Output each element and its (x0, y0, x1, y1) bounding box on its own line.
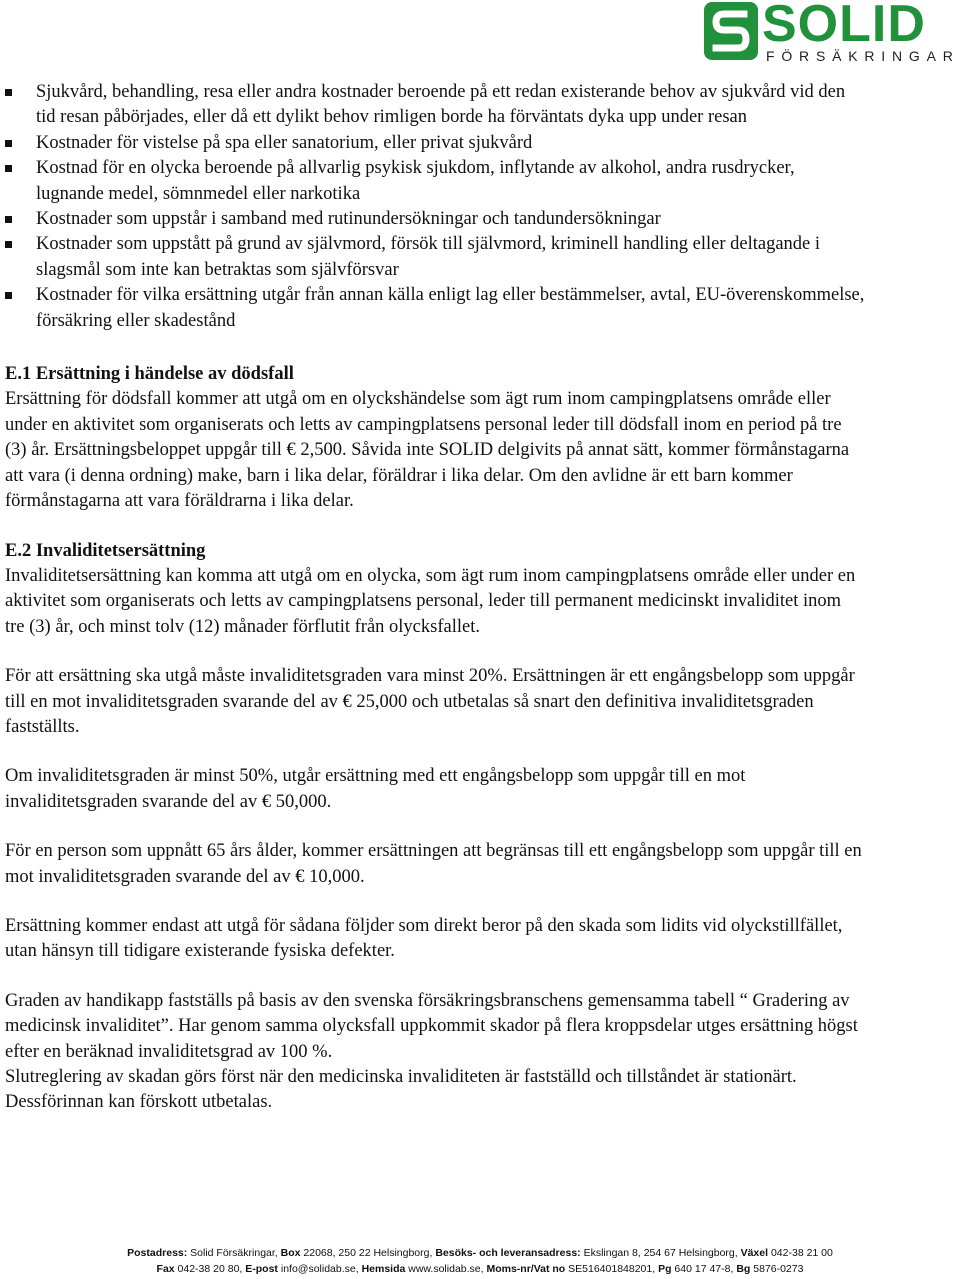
footer-value: SE516401848201, (565, 1263, 659, 1275)
footer-label: Box (280, 1247, 301, 1259)
footer-value: Solid Försäkringar, (187, 1247, 281, 1259)
section-e2-paragraph: Ersättning kommer endast att utgå för sådana följder som direkt beror på den skada som lidits vid olyckstillfället, utan hänsyn till tidigare existerande fysiska defekter. (5, 915, 843, 962)
footer-value: Ekslingan 8, 254 67 Helsingborg, (580, 1247, 741, 1259)
solid-logo-icon (704, 2, 758, 60)
section-e1-paragraph: Ersättning för dödsfall kommer att utgå om en olyckshändelse som ägt rum inom campingplatsens område eller under en aktivitet som organiserats och letts av campingplatsens personal leder till dödsfall inom en period på tre (3) år. Ersättningsbeloppet uppgår till € 2,500. Såvida inte SOLID delgivits på annat sätt, kommer förmånstagarna att vara (i denna ordning) make, barn i lika delar, föräldrar i lika delar. Om den avlidne är ett barn kommer förmånstagarna att vara föräldrarna i lika delar. (5, 389, 850, 512)
footer-label: Besöks- och leveransadress: (435, 1247, 581, 1259)
section-e2-paragraph: För en person som uppnått 65 års ålder, kommer ersättningen att begränsas till ett engångsbelopp som uppgår till en mot invaliditetsgraden svarande del av € 10,000. (5, 841, 862, 887)
footer-value: info@solidab.se, (277, 1263, 362, 1275)
section-heading-e1: E.1 Ersättning i händelse av dödsfall (5, 364, 294, 385)
solid-logo (704, 0, 960, 66)
footer-label: Växel (740, 1247, 769, 1259)
bullet-square-icon (5, 216, 12, 223)
section-e2-paragraph: För att ersättning ska utgå måste invaliditetsgraden vara minst 20%. Ersättningen är ett engångsbelopp som uppgår till en mot invaliditetsgraden svarande del av € 25,000 och utbetalas så snart den definitiva invaliditetsgraden fastställts. (5, 666, 855, 737)
footer-value: 22068, 250 22 Helsingborg, (300, 1247, 436, 1259)
section-e2-paragraph: Graden av handikapp fastställs på basis av den svenska försäkringsbranschens gemensamma tabell “ Gradering av medicinsk invaliditet”. Har genom samma olycksfall uppkommit skador på flera kroppsdelar utges ersättning högst efter en beräknad invaliditetsgrad av 100 %. (5, 990, 858, 1062)
footer-label: Fax (156, 1263, 175, 1275)
bullet-square-icon (5, 292, 12, 299)
footer-value: 5876-0273 (750, 1263, 804, 1275)
document-body (5, 80, 865, 1116)
section-e2-closing: Slutreglering av skadan görs först när den medicinska invaliditeten är fastställd och tillståndet är stationärt. Dessförinnan kan förskott utbetalas. (5, 1067, 797, 1113)
list-item-text: Kostnad för en olycka beroende på allvarlig psykisk sjukdom, inflytande av alkohol, andra rusdrycker, lugnande medel, sömnmedel eller narkotika (36, 158, 795, 204)
list-item (5, 131, 865, 156)
bullet-square-icon (5, 140, 12, 147)
list-item (5, 232, 865, 283)
logo-subtitle: FÖRSÄKRINGAR (766, 48, 960, 64)
list-item (5, 207, 865, 232)
list-item-text: Kostnader för vistelse på spa eller sanatorium, eller privat sjukvård (36, 132, 533, 153)
list-item-text: Kostnader som uppstår i samband med rutinundersökningar och tandundersökningar (36, 209, 661, 230)
list-item (5, 283, 865, 334)
footer-label: Hemsida (361, 1263, 406, 1275)
logo-wordmark: SOLID (762, 0, 926, 53)
list-item (5, 156, 865, 207)
exclusion-list (5, 80, 865, 334)
section-e2-paragraph: Invaliditetsersättning kan komma att utgå om en olycka, som ägt rum inom campingplatsens område eller under en aktivitet som organiserats och letts av campingplatsens personal, leder till permanent medicinskt invaliditet inom tre (3) år, och minst tolv (12) månader förflutit från olycksfallet. (5, 565, 856, 637)
footer-line-2 (0, 1262, 960, 1277)
bullet-square-icon (5, 165, 12, 172)
bullet-square-icon (5, 89, 12, 96)
footer-label: Pg (658, 1263, 672, 1275)
list-item-text: Kostnader för vilka ersättning utgår från annan källa enligt lag eller bestämmelser, avtal, EU-överenskommelse, försäkring eller skadestånd (36, 285, 865, 331)
section-heading-e2: E.2 Invaliditetsersättning (5, 540, 206, 561)
list-item-text: Kostnader som uppstått på grund av självmord, försök till självmord, kriminell handling eller deltagande i slagsmål som inte kan betraktas som självförsvar (36, 234, 821, 280)
footer-value: www.solidab.se, (405, 1263, 487, 1275)
footer-label: Moms-nr/Vat no (486, 1263, 566, 1275)
footer-line-1 (0, 1246, 960, 1261)
footer-value: 042-38 20 80, (174, 1263, 246, 1275)
list-item-text: Sjukvård, behandling, resa eller andra kostnader beroende på ett redan existerande behov av sjukvård vid den tid resan påbörjades, eller då ett dylikt behov rimligen borde ha förväntats dyka upp under resan (36, 82, 846, 128)
footer-label: Bg (736, 1263, 751, 1275)
list-item (5, 80, 865, 131)
footer-value: 042-38 21 00 (768, 1247, 833, 1259)
section-e2-paragraph: Om invaliditetsgraden är minst 50%, utgår ersättning med ett engångsbelopp som uppgår till en mot invaliditetsgraden svarande del av € 50,000. (5, 766, 746, 812)
footer-label: E-post (245, 1263, 278, 1275)
bullet-square-icon (5, 241, 12, 248)
footer-value: 640 17 47-8, (671, 1263, 737, 1275)
footer-label: Postadress: (127, 1247, 188, 1259)
